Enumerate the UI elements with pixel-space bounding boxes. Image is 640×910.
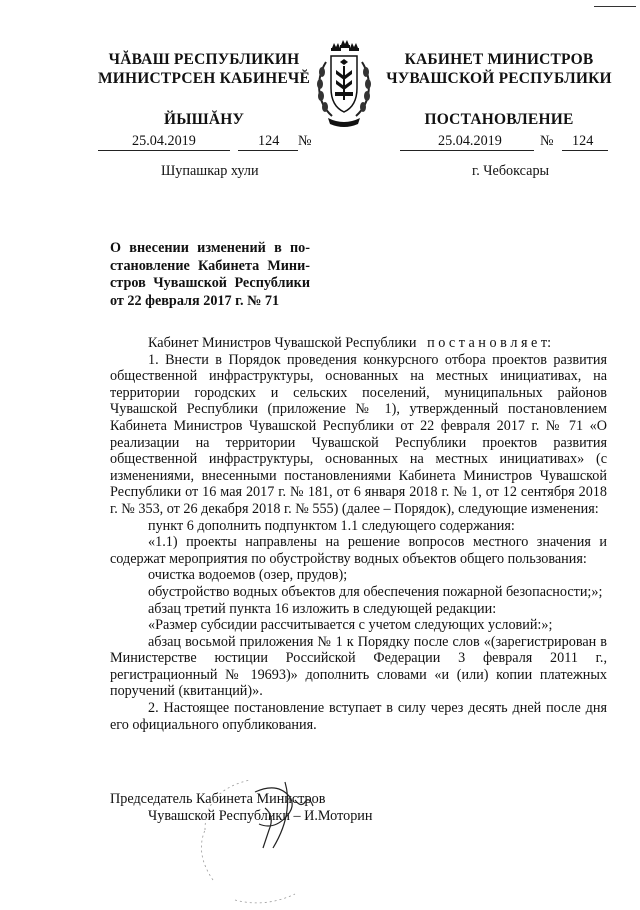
paragraph-6: абзац третий пункта 16 изложить в следующей редакции: [148,600,497,617]
paragraph-1: 1. Внести в Порядок проведения конкурсного отбора проектов развития общественной инфраструктуры, основанных на местных инициативах, на территории городских и сельских поселений, муниципальных районов Чувашской Республики (приложение № 1), утвержденный постановлением Кабинета Министров Чувашской Республики от 22 февраля 2017 г. № 71 «О реализации на территории Чувашской Республики проектов развития общественной инфраструктуры, основанных на местных инициативах» (с изменениями, внесенными постановлениями Кабинета Министров Чувашской Республики от 16 мая 2017 г. № 181, от 6 января 2018 г. № 1, от 12 сентября 2018 г. № 353, от 26 декабря 2018 г. № 555) (далее – Порядок), следующие изменения: [110,351,607,517]
right-number-underline [562,150,608,151]
intro-paragraph [110,335,607,352]
left-number: 124 [258,133,280,149]
left-date: 25.04.2019 [132,133,196,149]
intro-postanovlyaet: п о с т а н о в л я е т: [427,335,552,351]
left-date-underline [98,150,230,151]
paragraph-8: абзац восьмой приложения № 1 к Порядку после слов «(зарегистрирован в Министерстве юстиции Российской Федерации 3 февраля 2011 г., регистрационный № 19693)» дополнить словами «и (или) копии платежных поручений (квитанций)». [110,633,607,700]
title-line-1: О внесении изменений в по- [110,240,310,256]
intro-start: Кабинет Министров Чувашской Республики [148,335,417,351]
paragraph-5: обустройство водных объектов для обеспечения пожарной безопасности;»; [148,583,603,600]
paragraph-7: «Размер субсидии рассчитывается с учетом следующих условий:»; [148,617,553,634]
signature-org: Чувашской Республики – [148,808,301,824]
corner-mark [594,6,636,7]
left-number-sign: № [298,133,312,149]
signature-name: И.Моторин [304,808,373,824]
signature-line-1: Председатель Кабинета Министров [110,791,326,807]
handwritten-signature [195,770,335,905]
header-right [384,50,614,129]
header-left-line2: МИНИСТРСЕН КАБИНЕЧĔ [97,70,311,87]
document-body [110,335,607,733]
paragraph-4: очистка водоемов (озер, прудов); [148,567,348,584]
title-line-2: становление Кабинета Мини- [110,257,310,274]
title-line-4: от 22 февраля 2017 г. № 71 [110,292,280,309]
right-number: 124 [572,133,594,149]
paragraph-9: 2. Настоящее постановление вступает в силу через десять дней после дня его официального опубликования. [110,700,607,733]
right-number-sign: № [540,133,554,149]
header-left-doc-type: ЙЫШĂНУ [163,111,245,128]
header-left-line1: ЧĂВАШ РЕСПУБЛИКИН [108,51,300,68]
title-line-3: стров Чувашской Республики [110,275,310,291]
paragraph-3: «1.1) проекты направлены на решение вопросов местного значения и содержат мероприятия по обустройству водных объектов общего пользования: [110,534,607,567]
left-number-underline [238,150,298,151]
chuvash-coat-of-arms-icon [314,40,374,132]
paragraph-2: пункт 6 дополнить подпунктом 1.1 следующего содержания: [148,517,515,534]
document-title [110,240,310,310]
right-date-underline [400,150,534,151]
header-left [96,50,312,129]
right-place: г. Чебоксары [472,163,550,179]
left-place: Шупашкар хули [161,163,259,179]
header-right-doc-type: ПОСТАНОВЛЕНИЕ [424,111,574,128]
header-right-line2: ЧУВАШСКОЙ РЕСПУБЛИКИ [386,70,612,87]
right-date: 25.04.2019 [438,133,502,149]
header-right-line1: КАБИНЕТ МИНИСТРОВ [404,51,594,68]
